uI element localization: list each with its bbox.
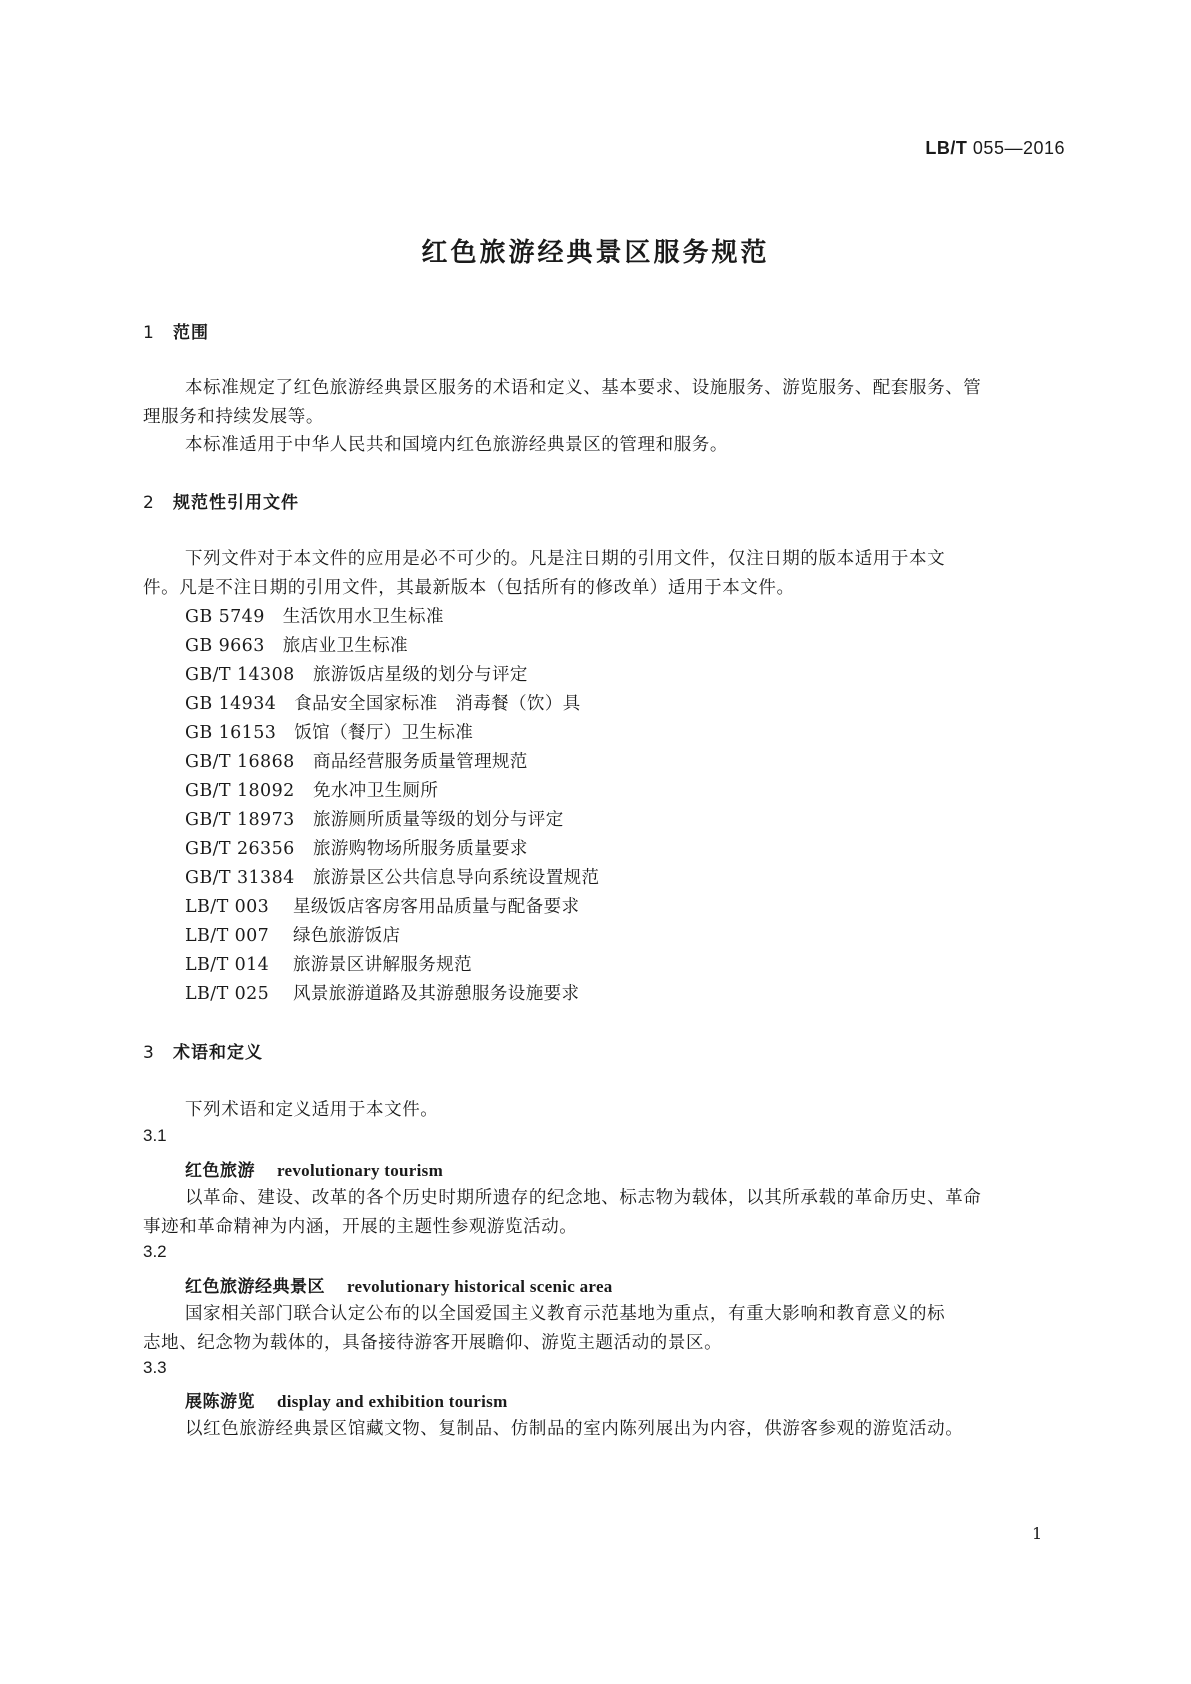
section-title: 术语和定义 bbox=[173, 1043, 263, 1063]
reference-title: 饭馆（餐厅）卫生标准 bbox=[294, 723, 474, 743]
term-entry bbox=[185, 1156, 443, 1181]
paragraph-line: 本标准规定了红色旅游经典景区服务的术语和定义、基本要求、设施服务、游览服务、配套服务、管 bbox=[185, 378, 982, 398]
section-title: 范围 bbox=[173, 323, 209, 343]
reference-code: GB/T 14308 bbox=[185, 665, 295, 685]
reference-title: 食品安全国家标准 消毒餐（饮）具 bbox=[294, 694, 581, 714]
section-number: 1 bbox=[143, 323, 155, 343]
clause-number: 3.2 bbox=[143, 1242, 167, 1261]
section-3-heading bbox=[143, 1038, 263, 1063]
reference-title: 生活饮用水卫生标准 bbox=[282, 607, 444, 627]
standard-code bbox=[925, 138, 1065, 159]
reference-title: 旅店业卫生标准 bbox=[282, 636, 409, 656]
reference-item bbox=[185, 777, 438, 802]
paragraph-line: 下列文件对于本文件的应用是必不可少的。凡是注日期的引用文件，仅注日期的版本适用于本文 bbox=[185, 549, 946, 569]
reference-item bbox=[185, 690, 581, 715]
reference-code: GB 16153 bbox=[185, 723, 277, 743]
reference-item bbox=[185, 719, 473, 744]
reference-code: LB/T 014 bbox=[185, 955, 270, 975]
reference-code: GB/T 26356 bbox=[185, 839, 295, 859]
reference-title: 旅游景区讲解服务规范 bbox=[293, 955, 472, 975]
reference-code: LB/T 025 bbox=[185, 984, 270, 1004]
clause-number: 3.1 bbox=[143, 1126, 167, 1145]
paragraph-line: 下列术语和定义适用于本文件。 bbox=[185, 1100, 439, 1120]
reference-code: GB/T 18973 bbox=[185, 810, 295, 830]
reference-item bbox=[185, 835, 528, 860]
reference-code: GB/T 18092 bbox=[185, 781, 295, 801]
reference-title: 旅游景区公共信息导向系统设置规范 bbox=[313, 868, 600, 888]
paragraph-line: 本标准适用于中华人民共和国境内红色旅游经典景区的管理和服务。 bbox=[185, 435, 728, 455]
section-title: 规范性引用文件 bbox=[173, 493, 299, 513]
reference-title: 旅游饭店星级的划分与评定 bbox=[313, 665, 528, 685]
term-entry bbox=[185, 1387, 508, 1412]
definition-line: 事迹和革命精神为内涵，开展的主题性参观游览活动。 bbox=[143, 1217, 578, 1237]
reference-code: LB/T 003 bbox=[185, 897, 270, 917]
reference-item bbox=[185, 980, 579, 1005]
term-zh: 红色旅游经典景区 bbox=[185, 1277, 325, 1297]
term-entry bbox=[185, 1272, 613, 1297]
definition-line: 以红色旅游经典景区馆藏文物、复制品、仿制品的室内陈列展出为内容，供游客参观的游览活动。 bbox=[185, 1419, 964, 1439]
reference-item bbox=[185, 951, 472, 976]
reference-item bbox=[185, 893, 579, 918]
section-1-heading bbox=[143, 318, 209, 343]
definition-line: 志地、纪念物为载体的，具备接待游客开展瞻仰、游览主题活动的景区。 bbox=[143, 1333, 723, 1353]
reference-item bbox=[185, 806, 564, 831]
reference-title: 风景旅游道路及其游憩服务设施要求 bbox=[293, 984, 580, 1004]
section-2-heading bbox=[143, 488, 299, 513]
reference-code: GB 9663 bbox=[185, 636, 265, 656]
standard-code-prefix: LB/T bbox=[925, 138, 968, 158]
term-zh: 展陈游览 bbox=[185, 1392, 255, 1412]
definition-line: 国家相关部门联合认定公布的以全国爱国主义教育示范基地为重点，有重大影响和教育意义的标 bbox=[185, 1304, 946, 1324]
document-title: 红色旅游经典景区服务规范 bbox=[421, 238, 770, 268]
term-en: revolutionary historical scenic area bbox=[347, 1277, 613, 1296]
reference-title: 商品经营服务质量管理规范 bbox=[313, 752, 528, 772]
reference-code: GB/T 16868 bbox=[185, 752, 295, 772]
reference-item bbox=[185, 632, 408, 657]
reference-code: GB 5749 bbox=[185, 607, 265, 627]
paragraph-line: 件。凡是不注日期的引用文件，其最新版本（包括所有的修改单）适用于本文件。 bbox=[143, 578, 795, 598]
reference-title: 旅游购物场所服务质量要求 bbox=[313, 839, 528, 859]
reference-item bbox=[185, 748, 528, 773]
clause-number: 3.3 bbox=[143, 1358, 167, 1377]
reference-item bbox=[185, 661, 528, 686]
definition-line: 以革命、建设、改革的各个历史时期所遗存的纪念地、标志物为载体，以其所承载的革命历史、革命 bbox=[185, 1188, 982, 1208]
paragraph-line: 理服务和持续发展等。 bbox=[143, 407, 324, 427]
reference-code: GB 14934 bbox=[185, 694, 277, 714]
reference-title: 旅游厕所质量等级的划分与评定 bbox=[313, 810, 564, 830]
reference-title: 绿色旅游饭店 bbox=[293, 926, 401, 946]
term-en: revolutionary tourism bbox=[277, 1161, 444, 1180]
page-number: 1 bbox=[1032, 1524, 1043, 1543]
term-zh: 红色旅游 bbox=[185, 1161, 255, 1181]
reference-code: LB/T 007 bbox=[185, 926, 270, 946]
reference-item bbox=[185, 864, 599, 889]
standard-code-number: 055—2016 bbox=[972, 138, 1065, 158]
reference-item bbox=[185, 603, 444, 628]
reference-title: 免水冲卫生厕所 bbox=[313, 781, 439, 801]
section-number: 2 bbox=[143, 493, 155, 513]
term-en: display and exhibition tourism bbox=[277, 1392, 508, 1411]
reference-code: GB/T 31384 bbox=[185, 868, 295, 888]
reference-title: 星级饭店客房客用品质量与配备要求 bbox=[293, 897, 580, 917]
reference-item bbox=[185, 922, 400, 947]
section-number: 3 bbox=[143, 1043, 155, 1063]
